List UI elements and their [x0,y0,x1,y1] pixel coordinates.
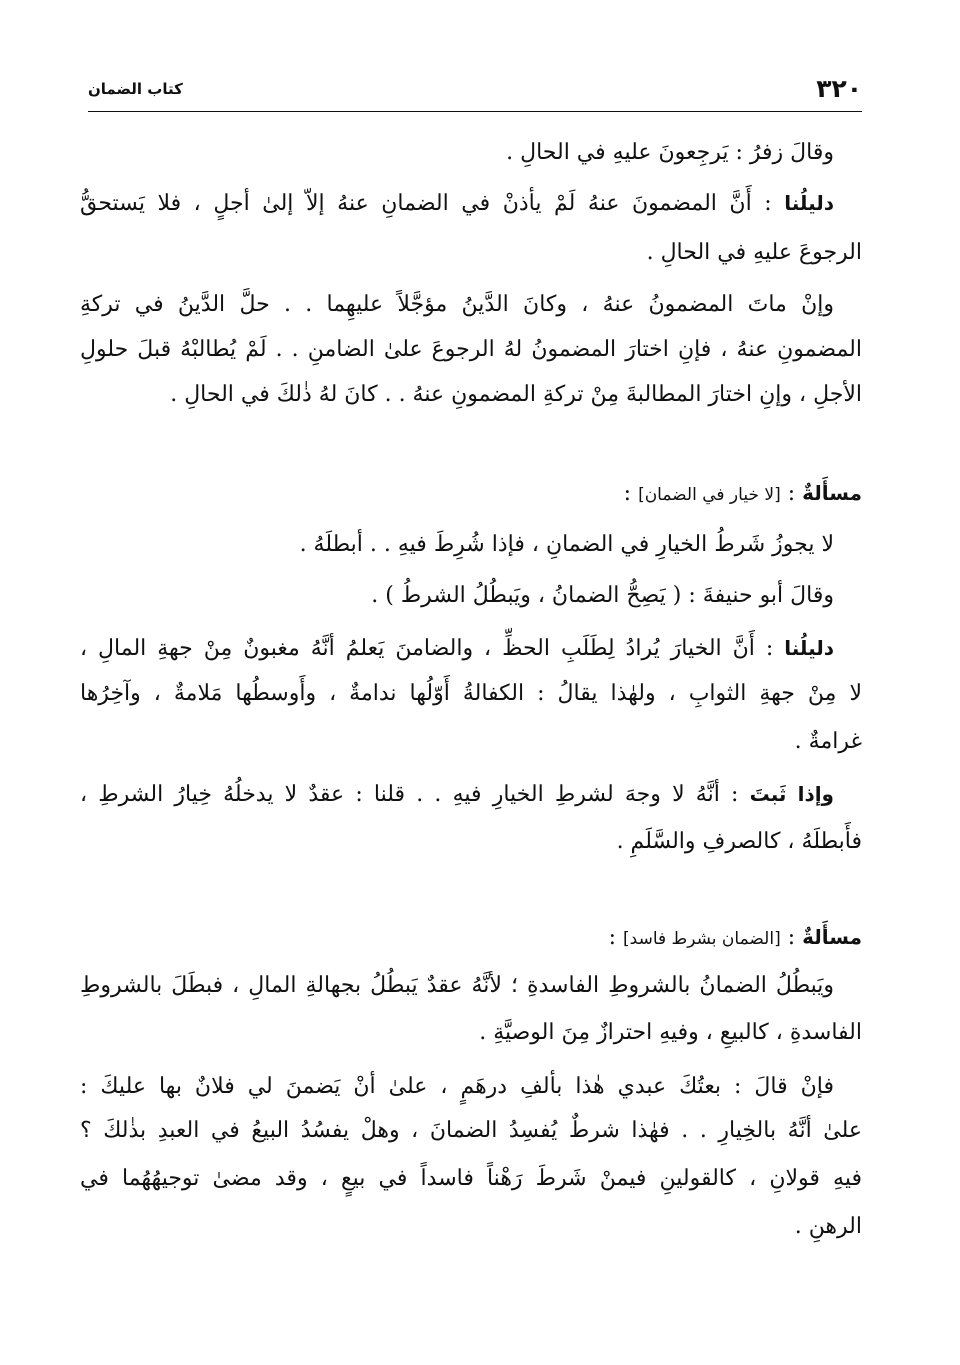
page-number: ٣٢٠ [816,74,862,103]
text-line: المضمونِ عنهُ ، فإنِ اختارَ المضمونُ لهُ الرجوعَ علىٰ الضامنِ . . لَمْ يُطالبْهُ قبلَ حلولِ [80,337,862,362]
header-rule [88,111,862,112]
issue-lead: مسأَلةٌ [802,925,862,949]
issue-title: [لا خيار في الضمان] [638,485,781,505]
text-line: الفاسدةِ ، كالبيعِ ، وفيهِ احترازٌ مِنَ الوصيَّةِ . [479,1020,862,1045]
text-line: علىٰ أنَّهُ بالخِيارِ . . فهٰذا شرطٌ يُفسِدُ الضمانَ ، وهلْ يفسُدُ البيعُ في العبدِ بذٰلكَ ؟ [80,1118,862,1143]
running-title: كتاب الضمان [88,80,183,98]
text-line: وإنْ ماتَ المضمونُ عنهُ ، وكانَ الدَّينُ مؤجَّلاً عليهِما . . حلَّ الدَّينُ في تركةِ [80,292,834,317]
text-line: وقالَ أبو حنيفةَ : ( يَصِحُّ الضمانُ ، ويَبطُلُ الشرطُ ) . [371,583,834,608]
text-line: الرجوعَ عليهِ في الحالِ . [646,240,862,265]
text-line: لا يجوزُ شَرطُ الخيارِ في الضمانِ ، فإذا شُرِطَ فيهِ . . أبطلَهُ . [299,532,834,557]
text-line: فأَبطلَهُ ، كالصرفِ والسَّلَمِ . [616,829,862,854]
text-line: الأجلِ ، وإنِ اختارَ المطالبةَ مِنْ تركةِ المضمونِ عنهُ . . كانَ لهُ ذٰلكَ في الحالِ . [170,382,862,407]
running-header [88,74,862,112]
text-line: الرهنِ . [794,1214,862,1239]
section-heading: مسأَلةٌ : [الضمان بشرط فاسد] : [608,925,862,950]
text-line: وقالَ زفرُ : يَرجِعونَ عليهِ في الحالِ . [506,140,834,165]
text-line: غرامةٌ . [794,729,862,754]
text-line: دليلُنا : أَنَّ الخيارَ يُرادُ لِطَلَبِ الحظِّ ، والضامنَ يَعلمُ أنَّهُ مغبونٌ مِنْ جهةِ المالِ ، [80,636,835,661]
proof-lead: دليلُنا [784,636,835,660]
issue-lead: مسأَلةٌ [802,481,862,505]
proof-lead: وإذا ثَبتَ [749,782,834,806]
text-line: دليلُنا : أَنَّ المضمونَ عنهُ لَمْ يأذنْ في الضمانِ عنهُ إلاّ إلىٰ أجلٍ ، فلا يَستحقُّ [80,191,835,216]
section-heading: مسأَلةٌ : [لا خيار في الضمان] : [623,481,862,506]
issue-title: [الضمان بشرط فاسد] [623,929,781,949]
text-line: وإذا ثَبتَ : أنَّهُ لا وجهَ لشرطِ الخيارِ فيهِ . . قلنا : عقدٌ لا يدخلُهُ خِيارُ الشرطِ ، [80,782,834,807]
text-line: فإنْ قالَ : بعتُكَ عبدي هٰذا بألفِ درهَمٍ ، علىٰ أنْ يَضمنَ لي فلانٌ بها عليكَ : [80,1074,834,1099]
text-line: ويَبطُلُ الضمانُ بالشروطِ الفاسدةِ ؛ لأنَّهُ عقدٌ يَبطُلُ بجهالةِ المالِ ، فبطَلَ بالشروطِ [80,973,834,998]
text-line: فيهِ قولانِ ، كالقولينِ فيمنْ شَرطَ رَهْناً فاسداً في بيعٍ ، وقد مضىٰ توجيهُهُما في [80,1166,862,1191]
proof-lead: دليلُنا [784,191,835,215]
text-line: لا مِنْ جهةِ الثوابِ ، ولهٰذا يقالُ : الكفالةُ أَوّلُها ندامةٌ ، وأَوسطُها مَلامةٌ ، وآخِرُها [80,681,862,706]
